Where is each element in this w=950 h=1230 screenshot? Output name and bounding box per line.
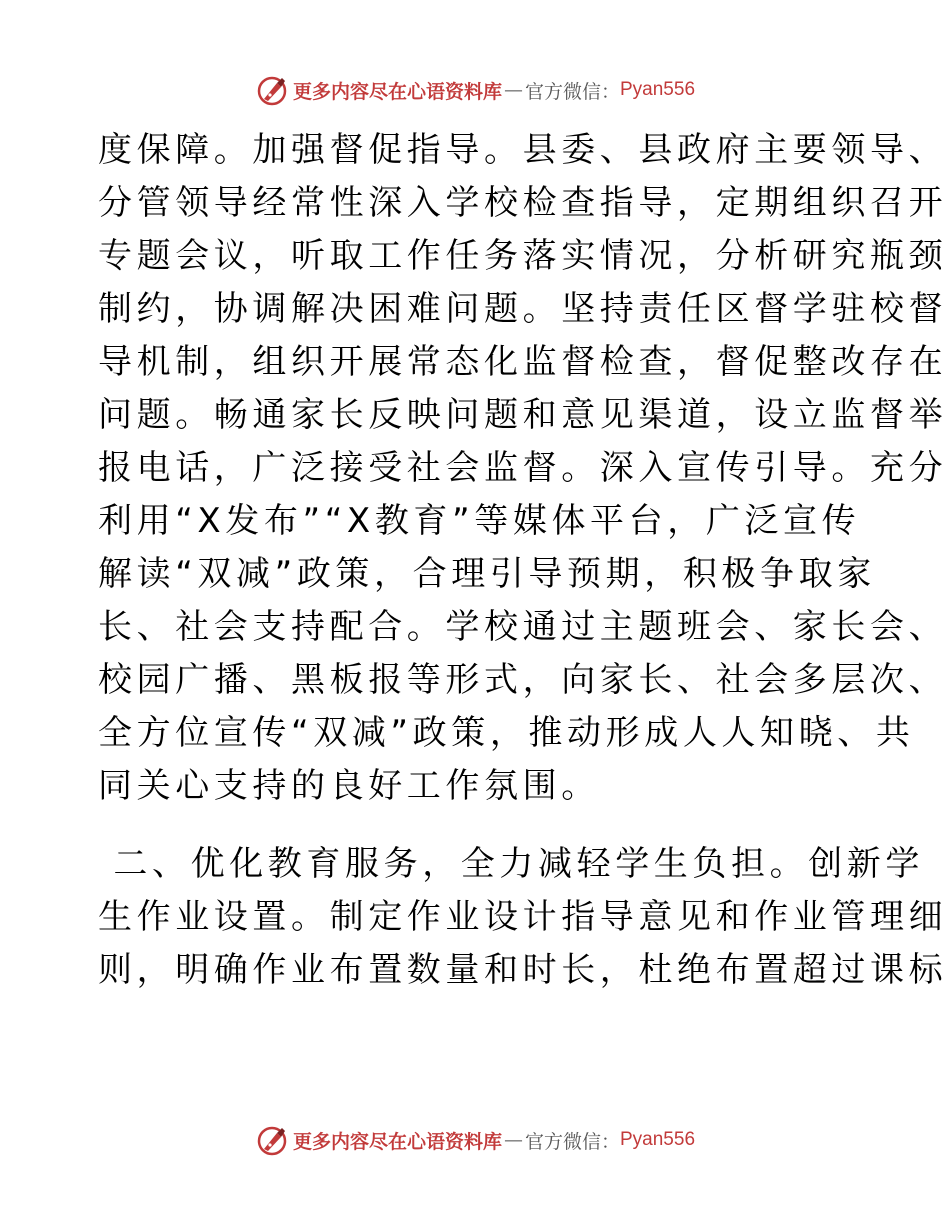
text-line: 校园广播、黑板报等形式，向家长、社会多层次、 xyxy=(98,660,948,700)
banner-wechat-handle: Pyan556 xyxy=(620,79,696,100)
document-body xyxy=(98,124,948,997)
pen-nib-logo-icon xyxy=(255,73,289,107)
text-line: 同关心支持的良好工作氛围。 xyxy=(98,766,600,806)
text-line: 解读“双减”政策，合理引导预期，积极争取家 xyxy=(98,554,876,594)
banner-wechat-handle: Pyan556 xyxy=(620,1129,696,1150)
text-line: 则，明确作业布置数量和时长，杜绝布置超过课标 xyxy=(98,950,948,990)
text-line: 生作业设置。制定作业设计指导意见和作业管理细 xyxy=(98,897,948,937)
pen-nib-logo-icon xyxy=(255,1123,289,1157)
text-line: 问题。畅通家长反映问题和意见渠道，设立监督举 xyxy=(98,395,948,435)
text-line: 报电话，广泛接受社会监督。深入宣传引导。充分 xyxy=(98,448,948,488)
text-line: 利用“X发布”“X教育”等媒体平台，广泛宣传 xyxy=(98,501,861,541)
paragraph-2 xyxy=(98,838,948,997)
paragraph-spacer xyxy=(98,813,858,838)
banner-wechat-label: 官方微信： xyxy=(524,80,620,103)
banner-separator: — xyxy=(503,79,523,101)
footer-banner xyxy=(0,1122,950,1158)
text-line: 专题会议，听取工作任务落实情况，分析研究瓶颈 xyxy=(98,236,948,276)
banner-separator: — xyxy=(503,1129,523,1151)
text-line: 长、社会支持配合。学校通过主题班会、家长会、 xyxy=(98,607,948,647)
text-line: 导机制，组织开展常态化监督检查，督促整改存在 xyxy=(98,342,948,382)
header-banner xyxy=(0,72,950,108)
banner-brand-text: 更多内容尽在心语资料库 xyxy=(292,1130,502,1153)
paragraph-1 xyxy=(98,124,948,813)
text-line: 分管领导经常性深入学校检查指导，定期组织召开 xyxy=(98,183,948,223)
banner-brand-text: 更多内容尽在心语资料库 xyxy=(292,80,502,103)
text-line: 全方位宣传“双减”政策，推动形成人人知晓、共 xyxy=(98,713,915,753)
text-line: 度保障。加强督促指导。县委、县政府主要领导、 xyxy=(98,130,948,170)
text-line: 制约，协调解决困难问题。坚持责任区督学驻校督 xyxy=(98,289,948,329)
banner-wechat-label: 官方微信： xyxy=(524,1130,620,1153)
text-line: 二、优化教育服务，全力减轻学生负担。创新学 xyxy=(98,844,925,884)
